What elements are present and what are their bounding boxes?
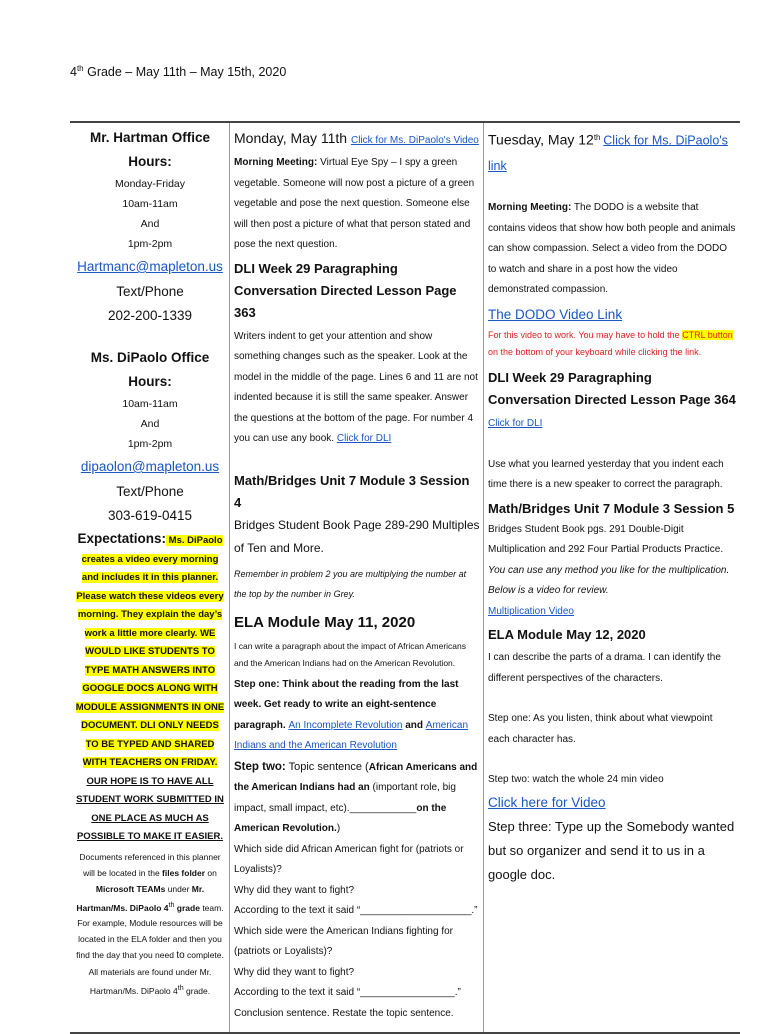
monday-math-note: Remember in problem 2 you are multiplying the number at the top by the number in Grey. — [234, 568, 467, 599]
tuesday-dli-link[interactable]: Click for DLI — [488, 417, 543, 429]
incomplete-revolution-link[interactable]: An Incomplete Revolution — [288, 719, 403, 731]
dipaolo-phone-label: Text/Phone — [116, 484, 184, 499]
page-title — [70, 64, 286, 79]
expectations-label: Expectations: — [77, 531, 167, 546]
tuesday-dli-heading: DLI Week 29 Paragraphing Conversation Directed Lesson Page 364 Click for DLI — [488, 369, 736, 429]
tuesday-column — [484, 122, 741, 1033]
weekly-planner-table — [70, 121, 740, 1034]
tuesday-dli-text: Use what you learned yesterday that you indent each time there is a new speaker to correct the paragraph. — [488, 458, 724, 491]
dipaolo-time-morning: 10am-11am — [122, 398, 178, 410]
tuesday-morning-meeting: Morning Meeting: The DODO is a website that contains videos that show how both people and animals can show compassion. Select a video from the DODO to watch and share in a post how the video demonstrated compassion. — [488, 202, 736, 296]
monday-step-two: Step two: Topic sentence (African Americans and the American Indians had an (important role, big impact, small impact, etc).____________on the American Revolution.) — [234, 760, 478, 834]
question-american-indians-side: Which side were the American Indians fighting for (patriots or Loyalists)? — [234, 925, 453, 957]
hartman-time-afternoon: 1pm-2pm — [127, 238, 173, 250]
monday-dli-text: Writers indent to get your attention and show something changes such as the speaker. Look at the model in the middle of the page. Lines 6 and 11 are not indented because it is still the same speaker. Answer the questions at the bottom of the page. For number 4 you can use any book. Click for DLI — [234, 330, 478, 444]
planner-row — [70, 122, 740, 1033]
monday-ela-heading: ELA Module May 11, 2020 — [234, 613, 416, 631]
dipaolo-and: And — [140, 418, 160, 430]
conclusion-sentence: Conclusion sentence. Restate the topic sentence. — [234, 1007, 454, 1019]
hartman-email-link[interactable]: Hartmanc@mapleton.us — [77, 259, 223, 274]
question-why-fight-1: Why did they want to fight? — [234, 884, 355, 896]
hartman-phone-label: Text/Phone — [116, 284, 184, 299]
monday-step-one: Step one: Think about the reading from the last week. Get ready to write an eight-sentence paragraph. An Incomplete Revolution and American Indians and the American Revolution — [234, 678, 469, 751]
hartman-and: And — [140, 218, 160, 230]
hartman-days: Monday-Friday — [114, 178, 186, 190]
question-text-quote-1: According to the text it said “____________________.” — [234, 905, 478, 916]
dipaolo-office-hours-heading: Ms. DiPaolo Office Hours: — [90, 350, 210, 389]
tuesday-title: Tuesday, May 12th Click for Ms. DiPaolo's link — [488, 131, 728, 174]
dipaolo-email-link[interactable]: dipaolon@mapleton.us — [80, 459, 220, 474]
ctrl-button-note: For this video to work. You may have to hold the CTRL button on the bottom of your keyboard while clicking the link. — [488, 329, 733, 357]
office-hours-column — [70, 122, 230, 1033]
tuesday-math-text: Bridges Student Book pgs. 291 Double-Digit Multiplication and 292 Four Partial Products Practice. — [488, 523, 724, 556]
click-here-video-link[interactable]: Click here for Video — [488, 794, 606, 810]
american-indians-revolution-link[interactable]: American Indians and the American Revolution — [234, 719, 469, 751]
hartman-time-morning: 10am-11am — [122, 198, 178, 210]
monday-title: Monday, May 11th Click for Ms. DiPaolo's Video — [234, 130, 479, 146]
tuesday-math-note: You can use any method you like for the multiplication. Below is a video for review. — [488, 564, 730, 597]
tuesday-ela-learning-target: I can describe the parts of a drama. I can identify the different perspectives of the characters. — [488, 652, 721, 684]
question-text-quote-2: According to the text it said “_________________.” — [234, 987, 461, 998]
tuesday-step-two: Step two: watch the whole 24 min video — [488, 774, 664, 786]
dipaolo-phone: 303-619-0415 — [107, 508, 193, 523]
tuesday-step-one: Step one: As you listen, think about what viewpoint each character has. — [488, 713, 713, 745]
hartman-phone: 202-200-1339 — [107, 308, 193, 323]
monday-dli-heading: DLI Week 29 Paragraphing Conversation Directed Lesson Page 363 — [234, 260, 457, 320]
dipaolo-time-afternoon: 1pm-2pm — [127, 438, 173, 450]
tuesday-ela-heading: ELA Module May 12, 2020 — [488, 627, 646, 643]
expectations-block — [74, 530, 226, 847]
monday-dli-link[interactable]: Click for DLI — [336, 433, 392, 444]
monday-ela-learning-target: I can write a paragraph about the impact of African Americans and the American Indians had on the American Revolution. — [234, 640, 466, 668]
question-african-american-side: Which side did African American fight for (patriots or Loyalists)? — [234, 843, 464, 875]
monday-morning-meeting: Morning Meeting: Virtual Eye Spy – I spy a green vegetable. Someone will now post a picture of a green vegetable and pose the next question. Someone else will then post a picture of what that person stated and pose the next question. — [234, 157, 475, 250]
multiplication-video-link[interactable]: Multiplication Video — [488, 605, 574, 617]
monday-math-text: Bridges Student Book Page 289-290 Multiples of Ten and More. — [234, 517, 480, 555]
tuesday-step-three: Step three: Type up the Somebody wanted but so organizer and send it to us in a google doc. — [488, 818, 735, 882]
dodo-video-link[interactable]: The DODO Video Link — [488, 306, 623, 322]
title-sup: th — [76, 64, 84, 73]
monday-column — [230, 122, 484, 1033]
title-grade: 4 — [70, 65, 77, 80]
title-dates: Grade – May 11th – May 15th, 2020 — [83, 65, 287, 80]
question-why-fight-2: Why did they want to fight? — [234, 966, 355, 978]
expectations-highlighted-text: Ms. DiPaolo creates a video every morning and includes it in this planner. Please watch these videos every morning. They explain the day’s work a little more clearly. WE WOULD LIKE STUDENTS TO TYPE MATH ANSWERS INTO GOOGLE DOCS ALONG WITH MODULE ASSIGNMENTS IN ONE DOCUMENT. DLI ONLY NEEDS TO BE TYPED AND SHARED WITH TEACHERS ON FRIDAY. — [75, 535, 225, 768]
monday-video-link[interactable]: Click for Ms. DiPaolo's Video — [350, 135, 479, 146]
expectations-underlined-text: OUR HOPE IS TO HAVE ALL STUDENT WORK SUBMITTED IN ONE PLACE AS MUCH AS POSSIBLE TO MAKE IT EASIER. — [76, 775, 224, 842]
documents-note: Documents referenced in this planner will be located in the files folder on Microsoft TEAMs under Mr. Hartman/Ms. DiPaolo 4th grade team. For example, Module resources will be located in the ELA folder and then you find the day that you need to complete. All materials are found under Mr. Hartman/Ms. DiPaolo 4th grade. — [76, 851, 224, 997]
tuesday-video-link[interactable]: Click for Ms. DiPaolo's link — [488, 133, 728, 174]
tuesday-math-heading: Math/Bridges Unit 7 Module 3 Session 5 — [488, 500, 735, 516]
monday-math-heading: Math/Bridges Unit 7 Module 3 Session 4 — [234, 472, 470, 510]
hartman-office-hours-heading: Mr. Hartman Office Hours: — [89, 130, 211, 169]
